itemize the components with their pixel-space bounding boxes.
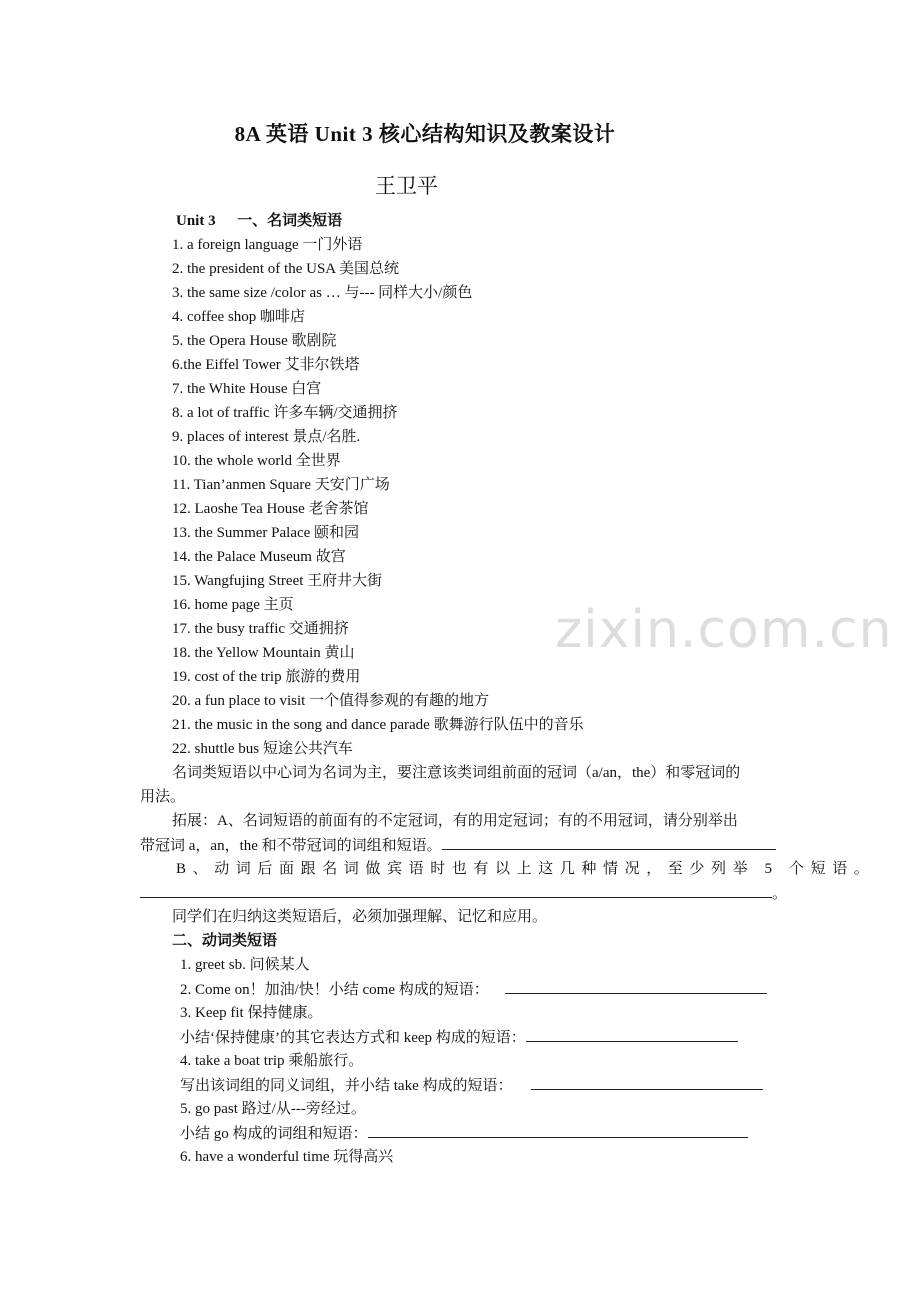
note-paragraph: [140, 835, 776, 856]
list-item: 16. home page 主页: [172, 597, 294, 613]
list-item: 5. go past 路过/从---旁经过。: [180, 1101, 366, 1117]
list-item: 15. Wangfujing Street 王府井大街: [172, 573, 383, 589]
answer-blank[interactable]: [140, 883, 772, 898]
list-item-text: 小结‘保持健康’的其它表达方式和 keep 构成的短语：: [180, 1030, 526, 1046]
list-item: 7. the White House 白宫: [172, 381, 322, 397]
list-item: 3. Keep fit 保持健康。: [180, 1005, 323, 1021]
note-end: 。: [772, 886, 788, 902]
list-item: 8. a lot of traffic 许多车辆/交通拥挤: [172, 405, 398, 421]
answer-blank[interactable]: [505, 979, 767, 994]
list-item: 13. the Summer Palace 颐和园: [172, 525, 360, 541]
author-name: 王卫平: [375, 174, 438, 198]
list-item: 6.the Eiffel Tower 艾非尔铁塔: [172, 357, 360, 373]
answer-blank[interactable]: [531, 1075, 763, 1090]
watermark: zixin.com.cn: [555, 600, 893, 660]
list-item: 22. shuttle bus 短途公共汽车: [172, 741, 353, 757]
answer-blank[interactable]: [442, 835, 776, 850]
section1-title: 一、名词类短语: [237, 213, 343, 229]
list-item: 20. a fun place to visit 一个值得参观的有趣的地方: [172, 693, 490, 709]
answer-blank[interactable]: [368, 1123, 748, 1138]
section2-heading: 二、动词类短语: [172, 933, 278, 949]
list-item: 21. the music in the song and dance parade 歌舞游行队伍中的音乐: [172, 717, 584, 733]
note-paragraph: B、动词后面跟名词做宾语时也有以上这几种情况，至少列举 5 个短语。: [176, 861, 876, 877]
unit-label: Unit 3: [176, 213, 216, 229]
list-item: 2. the president of the USA 美国总统: [172, 261, 400, 277]
list-item: [180, 1027, 738, 1048]
note-paragraph: 用法。: [140, 789, 186, 805]
list-item: 11. Tian’anmen Square 天安门广场: [172, 477, 390, 493]
list-item: 14. the Palace Museum 故宫: [172, 549, 346, 565]
note-paragraph: 同学们在归纳这类短语后，必须加强理解、记忆和应用。: [172, 909, 548, 925]
list-item-text: 小结 go 构成的词组和短语：: [180, 1126, 368, 1142]
answer-blank[interactable]: [526, 1027, 738, 1042]
list-item: 17. the busy traffic 交通拥挤: [172, 621, 349, 637]
list-item: 18. the Yellow Mountain 黄山: [172, 645, 355, 661]
list-item: [180, 1075, 763, 1096]
list-item-text: 写出该词组的同义词组，并小结 take 构成的短语：: [180, 1078, 513, 1094]
list-item-text: 2. Come on！加油/快！小结 come 构成的短语：: [180, 982, 489, 998]
list-item: 4. coffee shop 咖啡店: [172, 309, 306, 325]
note-paragraph: 名词类短语以中心词为名词为主，要注意该类词组前面的冠词（a/an，the）和零冠词的: [172, 765, 741, 781]
note-paragraph: [140, 883, 787, 904]
list-item: 1. a foreign language 一门外语: [172, 237, 363, 253]
document-title: 8A 英语 Unit 3 核心结构知识及教案设计: [234, 122, 616, 146]
list-item: 12. Laoshe Tea House 老舍茶馆: [172, 501, 369, 517]
list-item: 3. the same size /color as … 与--- 同样大小/颜色: [172, 285, 473, 301]
list-item: [180, 1123, 748, 1144]
section1-heading: [176, 211, 342, 231]
list-item: 10. the whole world 全世界: [172, 453, 341, 469]
list-item: [180, 979, 767, 1000]
list-item: 1. greet sb. 问候某人: [180, 957, 310, 973]
list-item: 5. the Opera House 歌剧院: [172, 333, 337, 349]
list-item: 4. take a boat trip 乘船旅行。: [180, 1053, 364, 1069]
note-text: 带冠词 a，an，the 和不带冠词的词组和短语。: [140, 838, 442, 854]
list-item: 9. places of interest 景点/名胜.: [172, 429, 361, 445]
list-item: 6. have a wonderful time 玩得高兴: [180, 1149, 394, 1165]
list-item: 19. cost of the trip 旅游的费用: [172, 669, 361, 685]
note-paragraph: 拓展：A、名词短语的前面有的不定冠词，有的用定冠词；有的不用冠词，请分别举出: [172, 813, 738, 829]
